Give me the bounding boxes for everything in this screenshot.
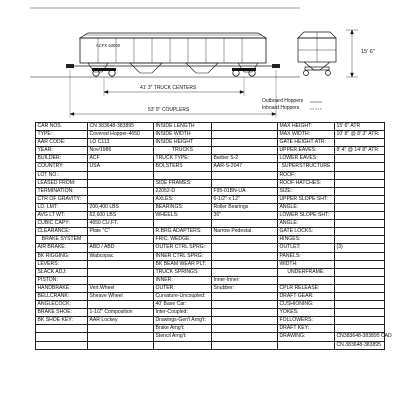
spec-value bbox=[212, 131, 278, 139]
spec-value: 62,600 LBS bbox=[88, 212, 154, 220]
spec-row bbox=[36, 252, 385, 260]
spec-value bbox=[212, 139, 278, 147]
car-marks-text: ACFX 63000 bbox=[96, 43, 120, 48]
spec-row bbox=[36, 203, 385, 211]
spec-value bbox=[212, 236, 278, 244]
spec-label: AAR CODE: bbox=[36, 139, 88, 147]
spec-label: CAR NOS. bbox=[36, 123, 88, 131]
spec-label: LD. LMT: bbox=[36, 203, 88, 211]
spec-label: DRAFT GEAR: bbox=[278, 292, 335, 300]
spec-label: LEASED FROM: bbox=[36, 179, 88, 187]
spec-label: UPPER SLOPE SHT: bbox=[278, 195, 335, 203]
spec-value bbox=[88, 260, 154, 268]
spec-label: AVG LT WT: bbox=[36, 212, 88, 220]
spec-value: F95-01BN-UA bbox=[212, 187, 278, 195]
spec-value bbox=[335, 268, 385, 276]
spec-value bbox=[335, 325, 385, 333]
spec-label: UPPER EAVES: bbox=[278, 147, 335, 155]
spec-label: OUTER CTRL SPRG: bbox=[154, 244, 212, 252]
spec-label: BELLCRANK: bbox=[36, 292, 88, 300]
spec-value bbox=[88, 333, 154, 341]
spec-row bbox=[36, 179, 385, 187]
spec-label: SLACK ADJ: bbox=[36, 268, 88, 276]
spec-label: LEVERS: bbox=[36, 260, 88, 268]
spec-label: Drawings-Gen'l Arng't: bbox=[154, 317, 212, 325]
spec-row bbox=[36, 333, 385, 341]
spec-value bbox=[212, 309, 278, 317]
car-body bbox=[80, 38, 266, 63]
spec-label: INNER CTRL SPRG: bbox=[154, 252, 212, 260]
spec-value bbox=[335, 284, 385, 292]
spec-row bbox=[36, 212, 385, 220]
coupler-right bbox=[272, 64, 280, 68]
spec-label: HANDBRAKE: bbox=[36, 284, 88, 292]
spec-row bbox=[36, 325, 385, 333]
spec-row bbox=[36, 268, 385, 276]
spec-value bbox=[335, 212, 385, 220]
spec-label: Stencil Arng't: bbox=[154, 333, 212, 341]
spec-row bbox=[36, 341, 385, 349]
spec-label: TERMINATION: bbox=[36, 187, 88, 195]
spec-label: GATE LOCKS: bbox=[278, 228, 335, 236]
spec-value: 10' 8" @ 8' 3" ATR. bbox=[335, 131, 385, 139]
spec-row bbox=[36, 284, 385, 292]
spec-value bbox=[335, 155, 385, 163]
body-posts bbox=[98, 38, 242, 63]
spec-row bbox=[36, 131, 385, 139]
spec-value bbox=[212, 123, 278, 131]
spec-label: LOT NO.: bbox=[36, 171, 88, 179]
spec-label: Inter-Coupled: bbox=[154, 309, 212, 317]
spec-value bbox=[335, 252, 385, 260]
spec-label: ANGLE: bbox=[278, 203, 335, 211]
spec-row bbox=[36, 155, 385, 163]
spec-value: 4650 CU.FT. bbox=[88, 220, 154, 228]
spec-label: TYPE: bbox=[36, 131, 88, 139]
spec-row bbox=[36, 276, 385, 284]
spec-row bbox=[36, 187, 385, 195]
spec-value: ACF bbox=[88, 155, 154, 163]
car-roof bbox=[80, 33, 266, 38]
car-elevation-drawing bbox=[0, 0, 400, 122]
spec-label: CTR OF GRAVITY: bbox=[36, 195, 88, 203]
spec-label: BRAKE SHOE: bbox=[36, 309, 88, 317]
spec-label: YOKES: bbox=[278, 309, 335, 317]
spec-label: COUNTRY: bbox=[36, 163, 88, 171]
spec-value bbox=[335, 163, 385, 171]
spec-value bbox=[212, 333, 278, 341]
spec-value bbox=[212, 244, 278, 252]
spec-row bbox=[36, 260, 385, 268]
spec-row bbox=[36, 301, 385, 309]
spec-label: R.BRG ADAPTERS: bbox=[154, 228, 212, 236]
spec-label: ROOF HATCHES: bbox=[278, 179, 335, 187]
spec-label: TRUCK SPRINGS: bbox=[154, 268, 212, 276]
spec-label: Curvature-Uncoupled: bbox=[154, 292, 212, 300]
spec-value bbox=[212, 341, 278, 349]
spec-row bbox=[36, 244, 385, 252]
coupler-left bbox=[66, 64, 74, 68]
spec-label: BRAKE SYSTEM bbox=[36, 236, 88, 244]
spec-label: LOWER EAVES: bbox=[278, 155, 335, 163]
spec-label: INSIDE HEIGHT bbox=[154, 139, 212, 147]
spec-row bbox=[36, 147, 385, 155]
spec-label: INNER: bbox=[154, 276, 212, 284]
spec-label bbox=[278, 341, 335, 349]
spec-label: PISTON: bbox=[36, 276, 88, 284]
spec-label: INSIDE LENGTH bbox=[154, 123, 212, 131]
spec-value bbox=[212, 252, 278, 260]
spec-label: GATE HEIGHT ATR: bbox=[278, 139, 335, 147]
spec-value bbox=[212, 268, 278, 276]
spec-value bbox=[88, 187, 154, 195]
spec-value bbox=[335, 301, 385, 309]
spec-value bbox=[212, 325, 278, 333]
spec-row bbox=[36, 309, 385, 317]
spec-value bbox=[335, 276, 385, 284]
spec-row bbox=[36, 236, 385, 244]
end-view bbox=[298, 32, 336, 76]
spec-value bbox=[212, 179, 278, 187]
spec-label bbox=[36, 325, 88, 333]
spec-row bbox=[36, 123, 385, 131]
spec-label: BK RIGGING: bbox=[36, 252, 88, 260]
spec-value: CN383648-383895 CAD bbox=[336, 333, 392, 340]
spec-label: Brake Arng't: bbox=[154, 325, 212, 333]
spec-value: Nov/1986 bbox=[88, 147, 154, 155]
spec-value bbox=[88, 171, 154, 179]
spec-label: SUPERSTRUCTURE bbox=[278, 163, 335, 171]
spec-label: OUTER: bbox=[154, 284, 212, 292]
spec-table-body bbox=[36, 123, 392, 350]
spec-label: AXLES: bbox=[154, 195, 212, 203]
spec-label bbox=[36, 341, 88, 349]
spec-label: BEARINGS: bbox=[154, 203, 212, 211]
spec-value bbox=[335, 317, 385, 325]
spec-label: BOLSTERS bbox=[154, 163, 212, 171]
spec-value: Sheave Wheel bbox=[88, 292, 154, 300]
spec-label: SIZE: bbox=[278, 187, 335, 195]
spec-value: 36" bbox=[212, 212, 278, 220]
spec-value: Inner-Inner: bbox=[212, 276, 278, 284]
spec-value bbox=[335, 179, 385, 187]
spec-label: FRIC. WEDGE: bbox=[154, 236, 212, 244]
spec-value: (3) bbox=[335, 244, 385, 252]
spec-label: ANGLECOCK: bbox=[36, 301, 88, 309]
spec-value bbox=[335, 292, 385, 300]
spec-value bbox=[88, 276, 154, 284]
spec-label: WHEELS: bbox=[154, 212, 212, 220]
spec-label: TRUCK TYPE: bbox=[154, 155, 212, 163]
spec-label: LOWER SLOPE SHT: bbox=[278, 212, 335, 220]
spec-value: 6-1/2" x 12" bbox=[212, 195, 278, 203]
spec-label: CPLR RELEASE: bbox=[278, 284, 335, 292]
spec-label: BUILDER: bbox=[36, 155, 88, 163]
spec-value: Wabcopac bbox=[88, 252, 154, 260]
spec-label: CLEARANCE: bbox=[36, 228, 88, 236]
spec-label: DRAFT KEY: bbox=[278, 325, 335, 333]
spec-label bbox=[278, 276, 335, 284]
couplers-label: 53' 9" COUPLERS bbox=[148, 107, 190, 113]
spec-row bbox=[36, 317, 385, 325]
height-label: 15' 6" bbox=[361, 49, 375, 55]
spec-value bbox=[335, 187, 385, 195]
spec-value bbox=[335, 139, 385, 147]
spec-value bbox=[88, 236, 154, 244]
spec-value bbox=[212, 260, 278, 268]
spec-value: USA bbox=[88, 163, 154, 171]
spec-value: CN 383648-383895 bbox=[88, 123, 154, 131]
spec-label: MAX WIDTH: bbox=[278, 131, 335, 139]
spec-row bbox=[36, 195, 385, 203]
spec-value bbox=[335, 195, 385, 203]
spec-value: 15' 6" ATR bbox=[335, 123, 385, 131]
spec-value bbox=[88, 325, 154, 333]
spec-value bbox=[212, 171, 278, 179]
spec-value: AAR-S-2047 bbox=[212, 163, 278, 171]
truck-centers-label: 41' 3" TRUCK CENTERS bbox=[140, 85, 197, 91]
spec-value bbox=[335, 260, 385, 268]
spec-row bbox=[36, 139, 385, 147]
spec-value: CN 383648-383895 bbox=[335, 341, 385, 349]
spec-label: TRUCKS bbox=[154, 147, 212, 155]
spec-label: 40' Base Car: bbox=[154, 301, 212, 309]
spec-label: SIDE FRAMES: bbox=[154, 179, 212, 187]
spec-value bbox=[335, 220, 385, 228]
height-dimension-line bbox=[346, 30, 358, 77]
spec-row bbox=[36, 220, 385, 228]
spec-label: ANGLE: bbox=[278, 220, 335, 228]
spec-value bbox=[212, 220, 278, 228]
legend-inboard: Inboard Hoppers bbox=[262, 105, 300, 111]
spec-value bbox=[212, 301, 278, 309]
spec-label: UNDERFRAME: bbox=[278, 268, 335, 276]
hopper-legend-symbols bbox=[310, 102, 322, 109]
spec-value bbox=[212, 317, 278, 325]
spec-value: 1-1/2" Composition bbox=[88, 309, 154, 317]
spec-value bbox=[335, 236, 385, 244]
spec-value: Narrow Pedestal bbox=[212, 228, 278, 236]
spec-value: Plate "C" bbox=[88, 228, 154, 236]
spec-value: Snubber: bbox=[212, 284, 278, 292]
spec-label: INSIDE WIDTH bbox=[154, 131, 212, 139]
spec-value bbox=[88, 179, 154, 187]
spec-value: LO C113 bbox=[88, 139, 154, 147]
spec-value bbox=[335, 171, 385, 179]
spec-value bbox=[88, 301, 154, 309]
spec-value bbox=[335, 309, 385, 317]
spec-label bbox=[154, 171, 212, 179]
spec-label bbox=[154, 341, 212, 349]
spec-label: HINGES: bbox=[278, 236, 335, 244]
spec-label: CUBIC CAPY: bbox=[36, 220, 88, 228]
spec-label bbox=[36, 333, 88, 341]
spec-row bbox=[36, 163, 385, 171]
spec-value bbox=[88, 341, 154, 349]
spec-value bbox=[335, 203, 385, 211]
spec-label: AIR BRAKE: bbox=[36, 244, 88, 252]
spec-value: Vert.Wheel bbox=[88, 284, 154, 292]
spec-row bbox=[36, 171, 385, 179]
spec-value bbox=[88, 195, 154, 203]
spec-label: PANELS: bbox=[278, 252, 335, 260]
spec-label: ROOF: bbox=[278, 171, 335, 179]
spec-label: CUSHIONING: bbox=[278, 301, 335, 309]
spec-value bbox=[212, 147, 278, 155]
spec-value: 200,400 LBS bbox=[88, 203, 154, 211]
spec-label bbox=[154, 220, 212, 228]
spec-table bbox=[35, 122, 392, 350]
spec-label: 22052-D bbox=[154, 187, 212, 195]
spec-value bbox=[212, 292, 278, 300]
spec-label: YEAR: bbox=[36, 147, 88, 155]
spec-label: BK SHOE KEY: bbox=[36, 317, 88, 325]
spec-label: BK BEAM WEAR PLT: bbox=[154, 260, 212, 268]
legend-outboard: Outboard Hoppers bbox=[262, 98, 304, 104]
spec-label: MAX HEIGHT: bbox=[278, 123, 335, 131]
spec-value bbox=[88, 268, 154, 276]
spec-label: OUTLET: bbox=[278, 244, 335, 252]
spec-value: Barber S-2 bbox=[212, 155, 278, 163]
spec-value: 8' 4" @ 14' 8" ATR bbox=[335, 147, 385, 155]
spec-value bbox=[335, 228, 385, 236]
spec-row bbox=[36, 228, 385, 236]
spec-value: Covered Hopper-4650 bbox=[88, 131, 154, 139]
spec-value: Roller Bearings bbox=[212, 203, 278, 211]
spec-row bbox=[36, 292, 385, 300]
spec-value: ABD / ABD bbox=[88, 244, 154, 252]
spec-value: AAR Lockey bbox=[88, 317, 154, 325]
spec-label: DRAWING: bbox=[278, 333, 335, 341]
spec-label: FOLLOWERS: bbox=[278, 317, 335, 325]
spec-label: WIDTH: bbox=[278, 260, 335, 268]
